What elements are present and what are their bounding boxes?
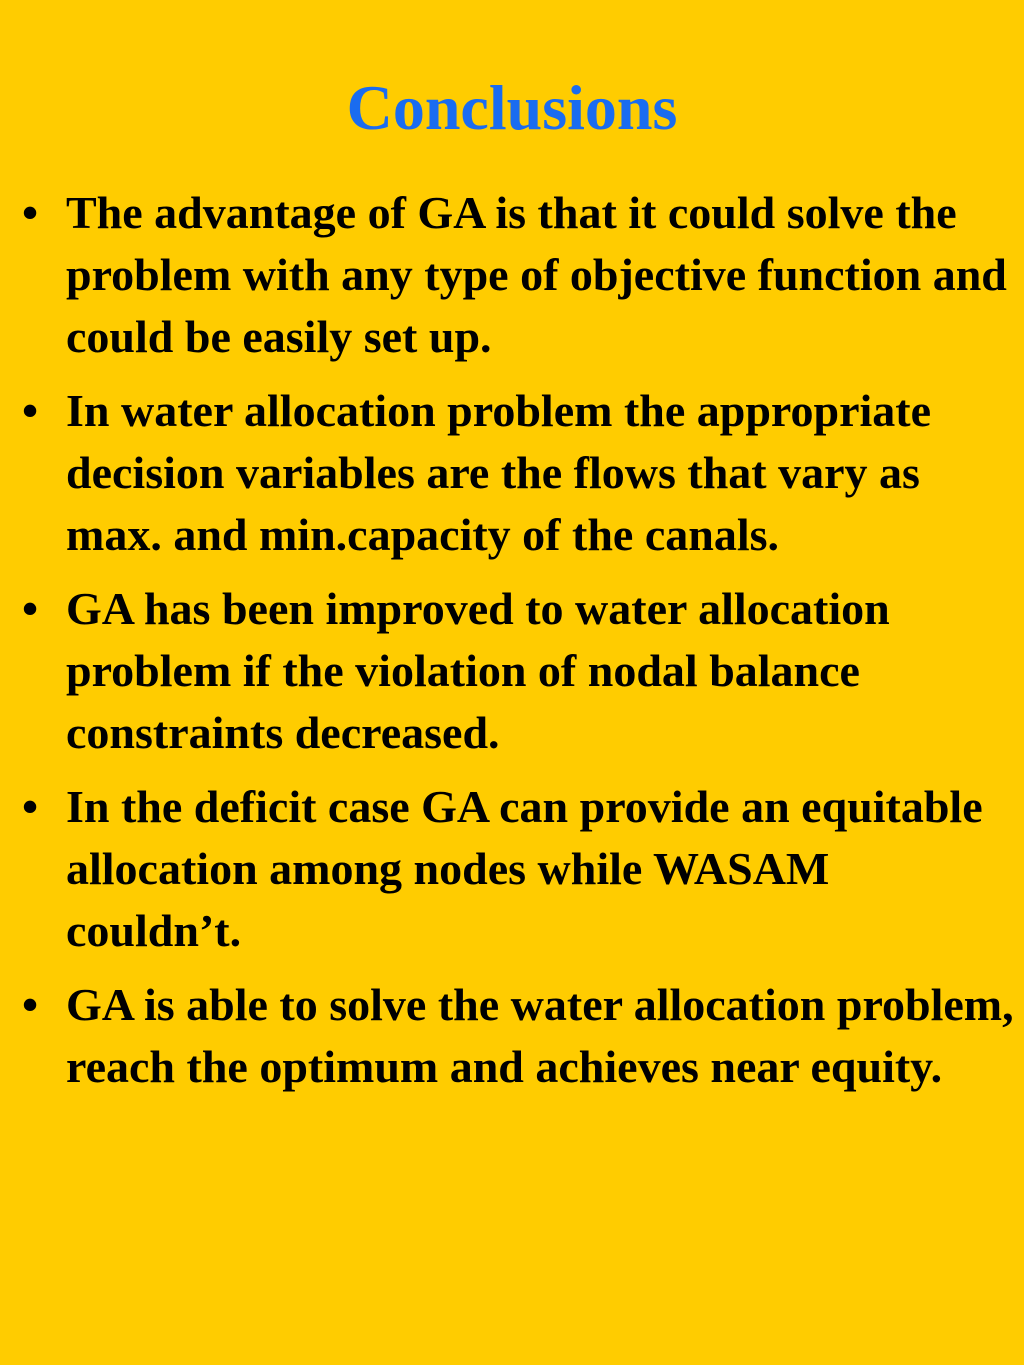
bullet-item-4: [0, 776, 1024, 962]
bullet-item-1: [0, 182, 1024, 368]
bullet-text: GA has been improved to water allocation problem if the violation of nodal balance constraints decreased.: [66, 583, 890, 758]
bullet-text: The advantage of GA is that it could solve the problem with any type of objective function and could be easily set up.: [66, 187, 1007, 362]
bullet-text: GA is able to solve the water allocation problem, reach the optimum and achieves near equity.: [66, 979, 1014, 1092]
bullet-list: [0, 182, 1024, 1110]
bullet-text: In the deficit case GA can provide an equitable allocation among nodes while WASAM couldn’t.: [66, 781, 983, 956]
bullet-icon: •: [22, 979, 39, 1030]
bullet-icon: •: [22, 385, 39, 436]
bullet-icon: •: [22, 781, 39, 832]
bullet-text: In water allocation problem the appropriate decision variables are the flows that vary as max. and min.capacity of the canals.: [66, 385, 932, 560]
bullet-icon: •: [22, 583, 39, 634]
bullet-item-5: [0, 974, 1024, 1098]
bullet-item-2: [0, 380, 1024, 566]
bullet-icon: •: [22, 187, 39, 238]
slide-title: Conclusions: [346, 72, 678, 143]
bullet-item-3: [0, 578, 1024, 764]
